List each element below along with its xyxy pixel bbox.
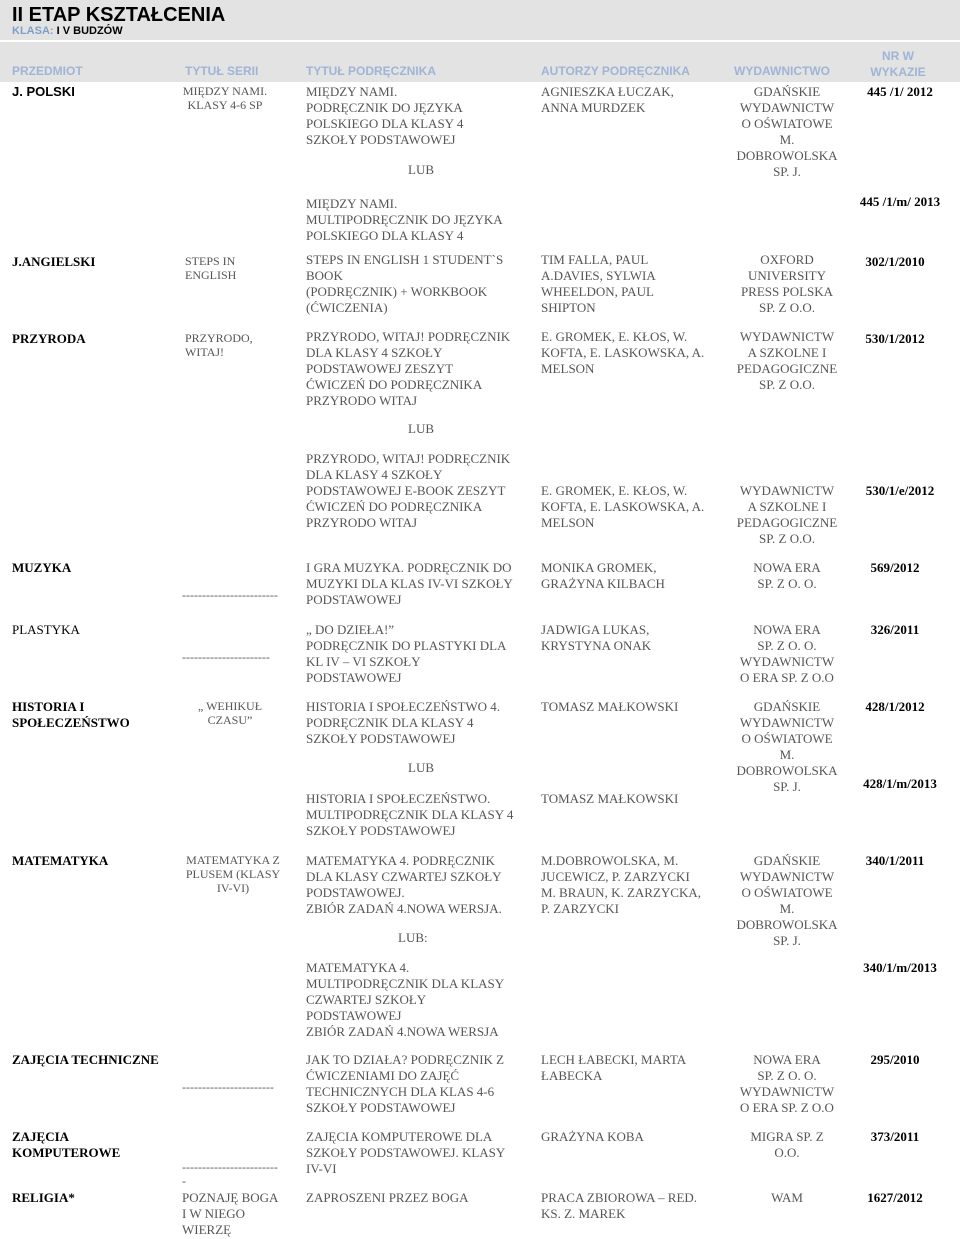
approval-number: 530/1/2012 bbox=[865, 331, 925, 346]
approval-number: 373/2011 bbox=[870, 1129, 920, 1144]
book-title: PRZYRODO, WITAJ! PODRĘCZNIK DLA KLASY 4 SZKOŁY PODSTAWOWEJ ZESZYT ĆWICZEŃ DO PODRĘCZNIKA PRZYRODO WITAJ bbox=[306, 329, 511, 408]
page-header bbox=[0, 0, 960, 40]
publisher: NOWA ERA SP. Z O. O. WYDAWNICTW O ERA SP. Z O.O bbox=[739, 622, 835, 685]
book-title: HISTORIA I SPOŁECZEŃSTWO 4. PODRĘCZNIK DLA KLASY 4 SZKOŁY PODSTAWOWEJ bbox=[306, 699, 501, 746]
approval-number-alt: 530/1/e/2012 bbox=[865, 483, 935, 498]
publisher-alt: WYDAWNICTW A SZKOLNE I PEDAGOGICZNE SP. Z O.O. bbox=[736, 483, 838, 546]
book-title: ZAJĘCIA KOMPUTEROWE DLA SZKOŁY PODSTAWOWEJ. KLASY IV-VI bbox=[306, 1129, 506, 1176]
subject: ZAJĘCIA KOMPUTEROWE bbox=[12, 1129, 121, 1160]
col-authors: AUTORZY PODRĘCZNIKA bbox=[541, 64, 690, 78]
approval-number-alt: 340/1/m/2013 bbox=[863, 960, 937, 975]
authors: LECH ŁABECKI, MARTA ŁABECKA bbox=[541, 1052, 687, 1083]
approval-number: 340/1/2011 bbox=[865, 853, 925, 868]
series: PRZYRODO, WITAJ! bbox=[185, 331, 253, 359]
authors: GRAŻYNA KOBA bbox=[541, 1129, 644, 1144]
col-series: TYTUŁ SERII bbox=[185, 64, 259, 78]
book-title: JAK TO DZIAŁA? PODRĘCZNIK Z ĆWICZENIAMI DO ZAJĘĆ TECHNICZNYCH DLA KLAS 4-6 SZKOŁY PODSTAWOWEJ bbox=[306, 1052, 505, 1115]
approval-number-alt: 445 /1/m/ 2013 bbox=[859, 194, 941, 209]
publisher: NOWA ERA SP. Z O. O. bbox=[753, 560, 821, 591]
authors: E. GROMEK, E. KŁOS, W. KOFTA, E. LASKOWSKA, A. MELSON bbox=[541, 329, 705, 376]
book-title: I GRA MUZYKA. PODRĘCZNIK DO MUZYKI DLA KLAS IV-VI SZKOŁY PODSTAWOWEJ bbox=[306, 560, 513, 607]
subject: MUZYKA bbox=[12, 560, 72, 575]
publisher: NOWA ERA SP. Z O. O. WYDAWNICTW O ERA SP. Z O.O bbox=[739, 1052, 835, 1115]
book-title-alt: MIĘDZY NAMI. MULTIPODRĘCZNIK DO JĘZYKA POLSKIEGO DLA KLASY 4 bbox=[306, 196, 503, 243]
col-title: TYTUŁ PODRĘCZNIKA bbox=[306, 64, 436, 78]
column-header-row bbox=[0, 42, 960, 82]
class-label-value: I V BUDZÓW bbox=[56, 25, 123, 37]
subject: J. POLSKI bbox=[12, 84, 75, 99]
authors: JADWIGA LUKAS, KRYSTYNA ONAK bbox=[541, 622, 652, 653]
or-label: LUB bbox=[408, 421, 434, 436]
authors: M.DOBROWOLSKA, M. JUCEWICZ, P. ZARZYCKI M. BRAUN, K. ZARZYCKA, P. ZARZYCKI bbox=[541, 853, 701, 916]
approval-number: 302/1/2010 bbox=[865, 254, 925, 269]
publisher: MIGRA SP. Z O.O. bbox=[750, 1129, 824, 1160]
or-label: LUB bbox=[408, 760, 434, 775]
class-label-key: KLASA: bbox=[12, 25, 54, 37]
authors: PRACA ZBIOROWA – RED. KS. Z. MAREK bbox=[541, 1190, 698, 1221]
series: MATEMATYKA Z PLUSEM (KLASY IV-VI) bbox=[185, 853, 281, 895]
book-title: STEPS IN ENGLISH 1 STUDENT`S BOOK (PODRĘCZNIK) + WORKBOOK (ĆWICZENIA) bbox=[306, 252, 504, 315]
or-label: LUB bbox=[408, 162, 434, 177]
book-title-alt: PRZYRODO, WITAJ! PODRĘCZNIK DLA KLASY 4 SZKOŁY PODSTAWOWEJ E-BOOK ZESZYT ĆWICZEŃ DO PODRĘCZNIKA PRZYRODO WITAJ bbox=[306, 451, 511, 530]
publisher: WAM bbox=[771, 1190, 803, 1205]
col-subject: PRZEDMIOT bbox=[12, 64, 83, 78]
or-label: LUB: bbox=[398, 930, 428, 945]
page-title: II ETAP KSZTAŁCENIA bbox=[12, 4, 226, 26]
series-placeholder: ------------------------ - bbox=[182, 1160, 278, 1188]
series: „ WEHIKUŁ CZASU” bbox=[197, 699, 263, 727]
book-title: MIĘDZY NAMI. PODRĘCZNIK DO JĘZYKA POLSKIEGO DLA KLASY 4 SZKOŁY PODSTAWOWEJ bbox=[306, 84, 464, 147]
subject: HISTORIA I SPOŁECZEŃSTWO bbox=[12, 699, 130, 730]
series-placeholder: ---------------------- bbox=[182, 650, 270, 664]
approval-number: 445 /1/ 2012 bbox=[867, 84, 933, 99]
col-number: NR W WYKAZIE bbox=[870, 49, 926, 79]
book-title-alt: HISTORIA I SPOŁECZEŃSTWO. MULTIPODRĘCZNIK DLA KLASY 4 SZKOŁY PODSTAWOWEJ bbox=[306, 791, 514, 838]
subject: RELIGIA* bbox=[12, 1190, 75, 1205]
authors-alt: TOMASZ MAŁKOWSKI bbox=[541, 791, 679, 806]
approval-number: 326/2011 bbox=[870, 622, 920, 637]
book-title: „ DO DZIEŁA!” PODRĘCZNIK DO PLASTYKI DLA KL IV – VI SZKOŁY PODSTAWOWEJ bbox=[306, 622, 507, 685]
series: STEPS IN ENGLISH bbox=[185, 254, 237, 282]
approval-number: 295/2010 bbox=[870, 1052, 920, 1067]
publisher: OXFORD UNIVERSITY PRESS POLSKA SP. Z O.O. bbox=[740, 252, 834, 315]
authors-alt: E. GROMEK, E. KŁOS, W. KOFTA, E. LASKOWSKA, A. MELSON bbox=[541, 483, 705, 530]
subject: MATEMATYKA bbox=[12, 853, 109, 868]
series-placeholder: ----------------------- bbox=[182, 1080, 274, 1094]
publisher: GDAŃSKIE WYDAWNICTW O OŚWIATOWE M. DOBROWOLSKA SP. J. bbox=[736, 84, 838, 179]
approval-number: 428/1/2012 bbox=[865, 699, 925, 714]
publisher: GDAŃSKIE WYDAWNICTW O OŚWIATOWE M. DOBROWOLSKA SP. J. bbox=[736, 699, 838, 794]
subject: PLASTYKA bbox=[12, 622, 80, 637]
authors: TIM FALLA, PAUL A.DAVIES, SYLWIA WHEELDON, PAUL SHIPTON bbox=[541, 252, 656, 315]
col-publisher: WYDAWNICTWO bbox=[734, 64, 830, 78]
approval-number-alt: 428/1/m/2013 bbox=[863, 776, 937, 791]
publisher: GDAŃSKIE WYDAWNICTW O OŚWIATOWE M. DOBROWOLSKA SP. J. bbox=[736, 853, 838, 948]
series: MIĘDZY NAMI. KLASY 4-6 SP bbox=[182, 84, 268, 112]
approval-number: 1627/2012 bbox=[867, 1190, 923, 1205]
class-label bbox=[12, 25, 123, 37]
book-title-alt: MATEMATYKA 4. MULTIPODRĘCZNIK DLA KLASY CZWARTEJ SZKOŁY PODSTAWOWEJ ZBIÓR ZADAŃ 4.NOWA WERSJA bbox=[306, 960, 505, 1039]
authors: MONIKA GROMEK, GRAŻYNA KILBACH bbox=[541, 560, 665, 591]
series: POZNAJĘ BOGA I W NIEGO WIERZĘ bbox=[182, 1190, 279, 1237]
subject: J.ANGIELSKI bbox=[12, 254, 96, 269]
approval-number: 569/2012 bbox=[870, 560, 920, 575]
book-title: ZAPROSZENI PRZEZ BOGA bbox=[306, 1190, 469, 1205]
subject: ZAJĘCIA TECHNICZNE bbox=[12, 1052, 159, 1067]
series-placeholder: ------------------------ bbox=[182, 588, 278, 602]
authors: TOMASZ MAŁKOWSKI bbox=[541, 699, 679, 714]
subject: PRZYRODA bbox=[12, 331, 86, 346]
book-title: MATEMATYKA 4. PODRĘCZNIK DLA KLASY CZWARTEJ SZKOŁY PODSTAWOWEJ. ZBIÓR ZADAŃ 4.NOWA WERSJA. bbox=[306, 853, 502, 916]
publisher: WYDAWNICTW A SZKOLNE I PEDAGOGICZNE SP. Z O.O. bbox=[736, 329, 838, 392]
authors: AGNIESZKA ŁUCZAK, ANNA MURDZEK bbox=[541, 84, 674, 115]
